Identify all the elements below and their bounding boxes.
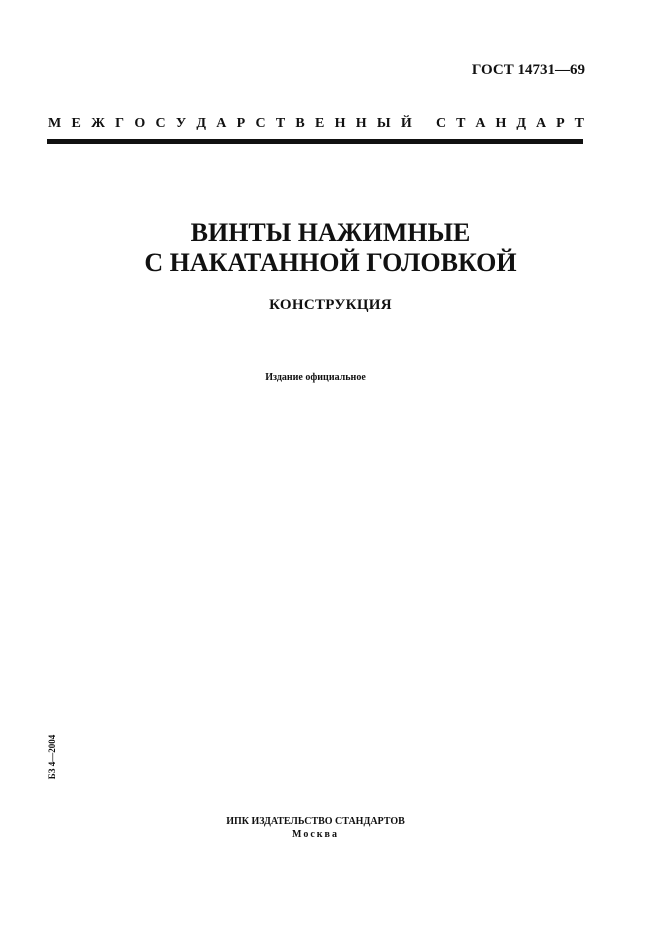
category-letter: А <box>535 116 547 131</box>
document-title <box>0 218 661 278</box>
category-letter: Ж <box>91 116 105 131</box>
category-letter: Д <box>196 116 207 131</box>
category-letter: Н <box>495 116 507 131</box>
publisher: ИПК ИЗДАТЕЛЬСТВО СТАНДАРТОВ <box>226 816 405 827</box>
category-letter: М <box>48 116 62 131</box>
category-letter: А <box>475 116 486 131</box>
category-letter: С <box>436 116 447 131</box>
category-letter: Н <box>334 116 346 131</box>
category-letter: С <box>255 116 266 131</box>
category-letter: Т <box>456 116 466 131</box>
category-letter: У <box>175 116 187 131</box>
category-letter: Д <box>516 116 526 131</box>
category-letter: Г <box>115 116 125 131</box>
category-letter: Т <box>275 116 286 131</box>
category-letter: Р <box>236 116 246 131</box>
category-letter: О <box>134 116 146 131</box>
category-letter: Р <box>556 116 565 131</box>
category-letter: Е <box>71 116 81 131</box>
title-line-2: С НАКАТАННОЙ ГОЛОВКОЙ <box>144 248 517 277</box>
category-word-standard <box>436 116 584 132</box>
category-letter: Т <box>574 116 584 131</box>
header-rule <box>47 139 583 144</box>
publisher-city: Москва <box>292 829 339 840</box>
category-letter: В <box>295 116 305 131</box>
category-letter: Й <box>400 116 412 131</box>
category-letter: С <box>155 116 166 131</box>
standard-category <box>48 116 584 132</box>
document-number: ГОСТ 14731—69 <box>471 62 585 78</box>
category-letter: Н <box>355 116 367 131</box>
document-subtitle: КОНСТРУКЦИЯ <box>269 297 392 313</box>
category-word-interstate <box>48 116 412 132</box>
category-letter: Е <box>315 116 325 131</box>
side-code: БЗ 4—2004 <box>47 734 57 780</box>
title-line-1: ВИНТЫ НАЖИМНЫЕ <box>190 218 471 247</box>
edition-note: Издание официальное <box>265 372 366 383</box>
category-letter: Ы <box>376 116 391 131</box>
category-letter: А <box>216 116 227 131</box>
